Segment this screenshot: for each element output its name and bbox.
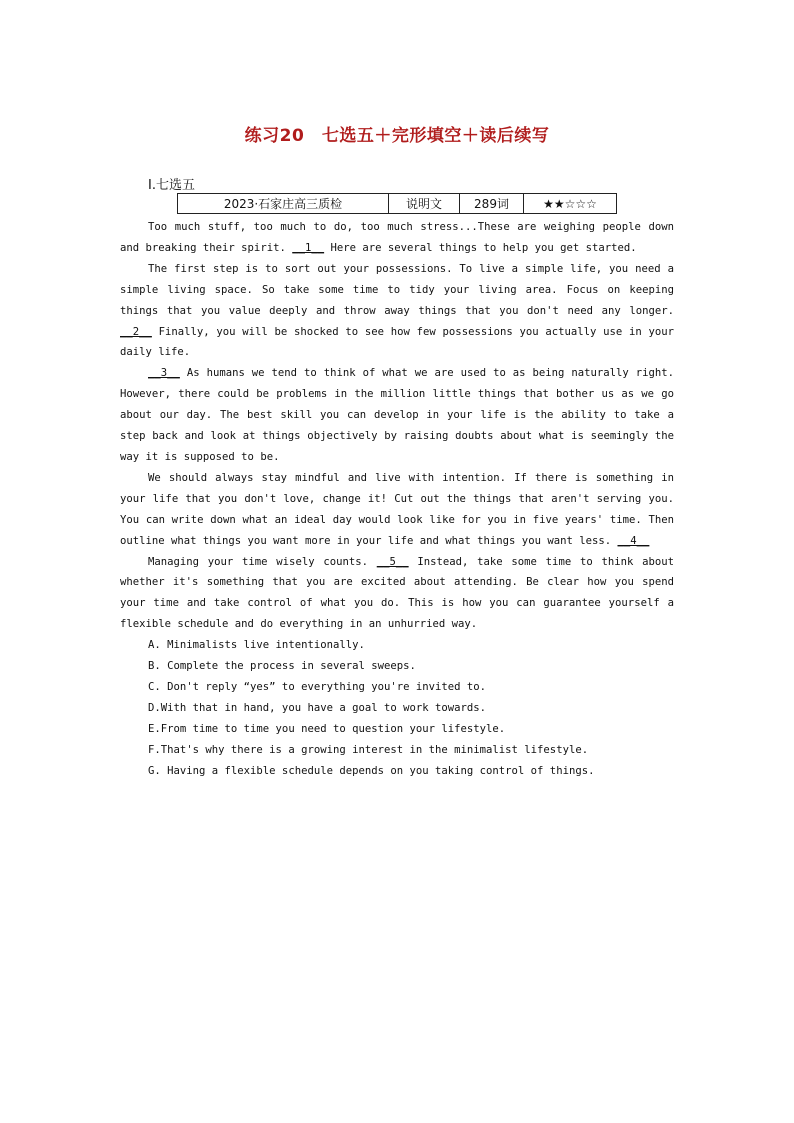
paragraph-5: Managing your time wisely counts. __5__ Instead, take some time to think about whether it's something that you are excited about attending. Be clear how you spend your time and take control of what you do. This is how you can guarantee yourself a flexible schedule and do everything in an unhurried way. <box>120 555 674 631</box>
paragraph-4: We should always stay mindful and live with intention. If there is something in your life that you don't love, change it! Cut out the things that aren't serving you. You can write down what an ideal day would look like for you in five years' time. Then outline what things you want more in your life and what things you want less. __4__ <box>120 471 674 547</box>
info-table <box>177 193 617 214</box>
blank-2: __2__ <box>120 325 152 338</box>
option-c: C. Don't reply “yes” to everything you're invited to. <box>148 680 487 693</box>
info-source: 2023·石家庄高三质检 <box>178 194 389 214</box>
blank-1: __1__ <box>292 241 325 254</box>
paragraph-1: Too much stuff, too much to do, too much stress...These are weighing people down and breaking their spirit. __1__ Here are several things to help you get started. <box>120 221 674 254</box>
option-d: D.With that in hand, you have a goal to work towards. <box>148 701 487 714</box>
option-a: A. Minimalists live intentionally. <box>148 639 365 652</box>
info-genre: 说明文 <box>389 194 460 214</box>
blank-5: __5__ <box>376 555 409 568</box>
option-f: F.That's why there is a growing interest in the minimalist lifestyle. <box>148 743 589 756</box>
option-b: B. Complete the process in several sweeps. <box>148 660 416 673</box>
blank-4: __4__ <box>617 534 650 547</box>
paragraph-3: __3__ As humans we tend to think of what we are used to as being naturally right. However, there could be problems in the million little things that bother us as we go about our day. The best skill you can develop in your life is the ability to take a step back and look at things objectively by raising doubts about what is seemingly the way it is supposed to be. <box>120 367 674 463</box>
info-difficulty: ★★☆☆☆ <box>524 194 617 214</box>
info-words: 289词 <box>460 194 524 214</box>
paragraph-2: The first step is to sort out your possessions. To live a simple life, you need a simple living space. So take some time to tidy your living area. Focus on keeping things that you value deeply and throw away things that you don't need any longer. __2__ Finally, you will be shocked to see how few possessions you actually use in your daily life. <box>120 262 674 359</box>
option-e: E.From time to time you need to question your lifestyle. <box>148 722 506 735</box>
option-g: G. Having a flexible schedule depends on you taking control of things. <box>148 764 595 777</box>
passage <box>120 217 674 781</box>
section-heading: Ⅰ.七选五 <box>148 178 195 193</box>
options-list <box>120 635 674 781</box>
page-title: 练习20 七选五＋完形填空＋读后续写 <box>244 126 550 146</box>
blank-3: __3__ <box>148 367 180 380</box>
